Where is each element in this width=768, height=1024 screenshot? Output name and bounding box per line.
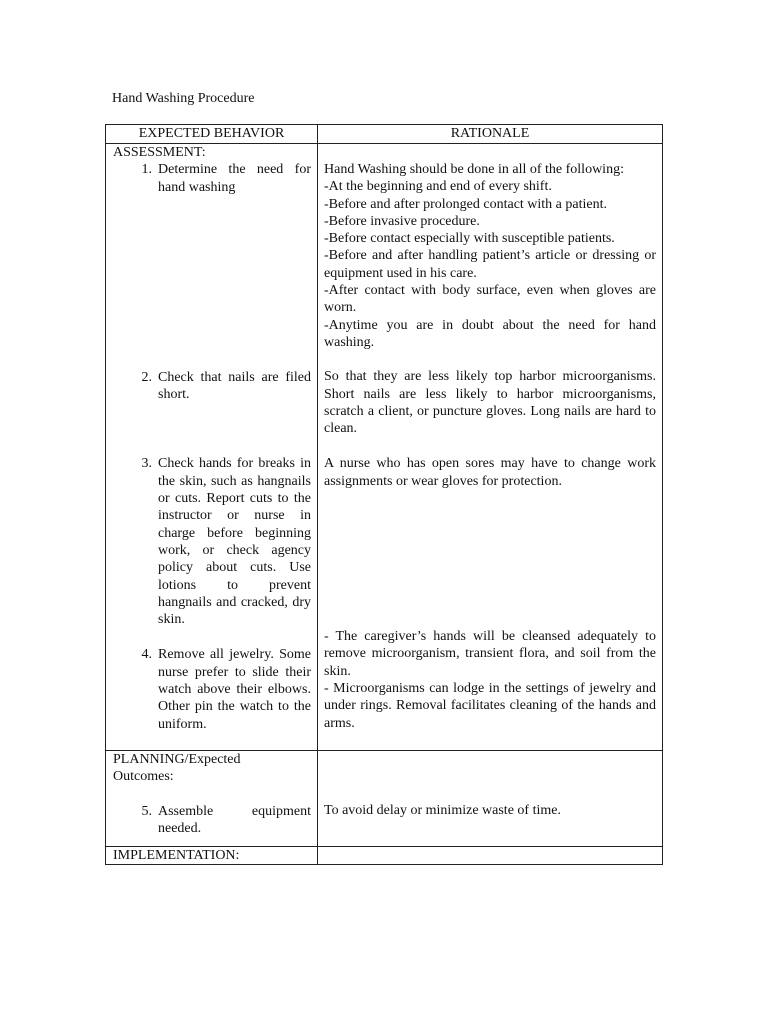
header-expected-behavior: EXPECTED BEHAVIOR <box>106 125 318 144</box>
rationale-line: To avoid delay or minimize waste of time. <box>324 802 561 818</box>
item-behavior: Check hands for breaks in the skin, such as hangnails or cuts. Report cuts to the instructor or nurse in charge before beginning work, or check agency policy about cuts. Use lotions to prevent hangnails and cracked, dry skin. <box>158 456 311 628</box>
planning-behavior-cell <box>106 750 318 846</box>
procedure-table <box>105 124 663 865</box>
planning-rationale-cell <box>318 750 663 846</box>
item-rationale <box>318 368 662 437</box>
item-number: 4. <box>141 647 152 663</box>
rationale-line: -Anytime you are in doubt about the need for hand washing. <box>324 317 656 350</box>
implementation-behavior-cell <box>106 847 318 865</box>
rationale-line: - The caregiver’s hands will be cleansed adequately to remove microorganism, transient flora, and soil from the skin. <box>324 629 656 679</box>
table-header-row <box>106 125 663 144</box>
list-item <box>106 161 317 196</box>
section-planning: PLANNING/Expected Outcomes: <box>113 751 241 785</box>
rationale-line: -After contact with body surface, even when gloves are worn. <box>324 283 656 316</box>
rationale-line: -Before invasive procedure. <box>324 213 480 229</box>
item-behavior: Assemble equipment needed. <box>158 803 311 836</box>
rationale-line: A nurse who has open sores may have to change work assignments or wear gloves for protection. <box>324 456 656 489</box>
item-number: 2. <box>141 369 152 385</box>
item-rationale <box>318 802 662 819</box>
section-implementation: IMPLEMENTATION: <box>113 848 240 864</box>
rationale-line: -Before and after prolonged contact with a patient. <box>324 196 607 212</box>
list-item <box>106 803 317 838</box>
assessment-rationale-cell <box>318 144 663 751</box>
item-rationale <box>318 161 662 351</box>
section-assessment: ASSESSMENT: <box>113 145 206 160</box>
item-number: 3. <box>141 456 152 472</box>
list-item <box>106 646 317 732</box>
item-behavior: Remove all jewelry. Some nurse prefer to slide their watch above their elbows. Other pin the watch to the uniform. <box>158 647 311 732</box>
rationale-line: -Before and after handling patient’s article or dressing or equipment used in his care. <box>324 248 656 281</box>
rationale-line: So that they are less likely top harbor microorganisms. Short nails are less likely to harbor microorganisms, scratch a client, or puncture gloves. Long nails are hard to clean. <box>324 369 656 437</box>
rationale-line: -Before contact especially with susceptible patients. <box>324 231 615 247</box>
rationale-line: Hand Washing should be done in all of the following: <box>324 162 624 177</box>
rationale-line: -At the beginning and end of every shift. <box>324 179 552 195</box>
item-rationale <box>318 455 662 490</box>
table-row-planning <box>106 750 663 846</box>
header-rationale: RATIONALE <box>318 125 663 144</box>
item-number: 5. <box>141 803 152 819</box>
page-title: Hand Washing Procedure <box>112 91 255 106</box>
table-row-assessment <box>106 144 663 751</box>
table-row-implementation <box>106 847 663 865</box>
list-item <box>106 455 317 628</box>
implementation-rationale-cell <box>318 847 663 865</box>
item-behavior: Determine the need for hand washing <box>158 162 311 195</box>
item-rationale <box>318 628 662 732</box>
item-behavior: Check that nails are filed short. <box>158 369 311 403</box>
assessment-behavior-cell <box>106 144 318 751</box>
rationale-line: - Microorganisms can lodge in the settings of jewelry and under rings. Removal facilitates cleaning of the hands and arms. <box>324 680 656 731</box>
list-item <box>106 369 317 404</box>
item-number: 1. <box>141 162 152 178</box>
